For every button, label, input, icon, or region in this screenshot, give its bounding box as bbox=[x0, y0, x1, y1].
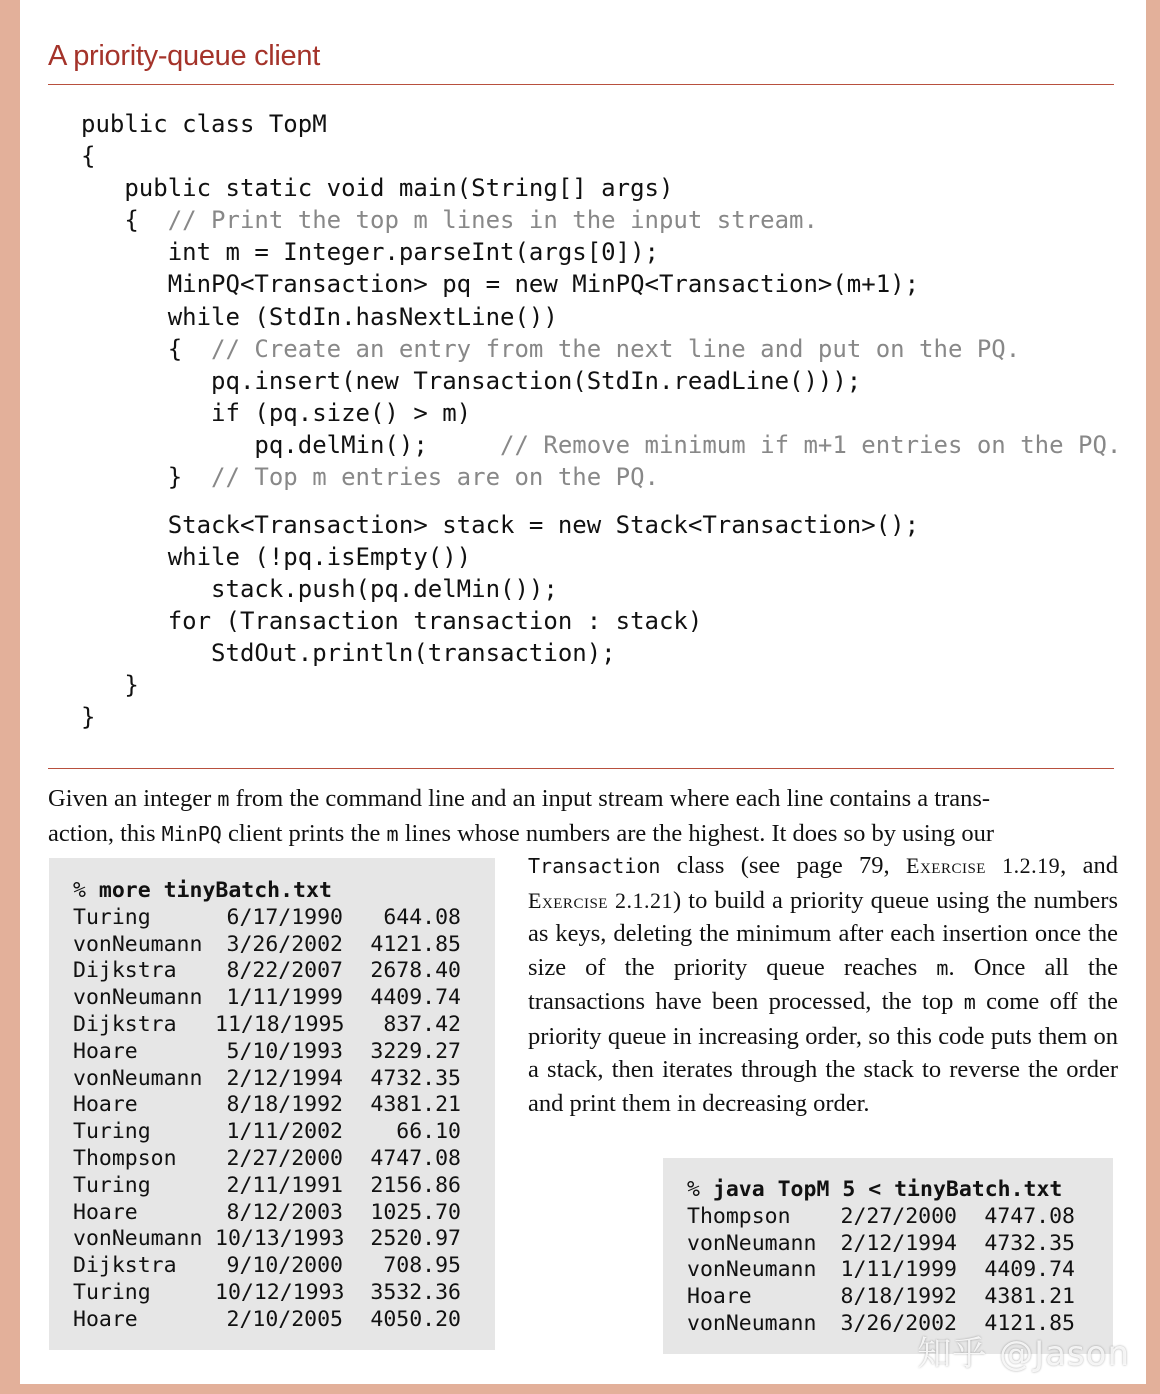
input-row bbox=[73, 1200, 461, 1227]
input-row bbox=[73, 1119, 461, 1146]
amount-cell: 837.42 bbox=[383, 1011, 461, 1037]
input-row bbox=[73, 1173, 461, 1200]
amount-cell: 4732.35 bbox=[370, 1065, 461, 1091]
date-cell: 11/18/1995 bbox=[215, 1011, 345, 1037]
amount-cell: 4409.74 bbox=[984, 1257, 1075, 1283]
amount-cell: 708.95 bbox=[383, 1253, 461, 1279]
date-cell: 2/27/2000 bbox=[840, 1203, 957, 1229]
code-line bbox=[81, 236, 1121, 268]
name-cell: vonNeumann bbox=[73, 1065, 203, 1091]
input-row bbox=[73, 932, 461, 959]
section-title: A priority-queue client bbox=[48, 40, 320, 72]
input-row bbox=[73, 1146, 461, 1173]
code-line bbox=[81, 541, 1121, 573]
amount-cell: 66.10 bbox=[396, 1119, 461, 1145]
name-cell: Thompson bbox=[73, 1145, 177, 1171]
code-text: stack.push(pq.delMin()); bbox=[81, 574, 558, 603]
date-cell: 8/22/2007 bbox=[226, 958, 343, 984]
date-cell: 2/11/1991 bbox=[226, 1172, 343, 1198]
input-row bbox=[73, 1092, 461, 1119]
code-text: Stack<Transaction> stack = new Stack<Transaction>(); bbox=[81, 510, 920, 539]
code-line bbox=[81, 669, 1121, 701]
input-row bbox=[73, 1066, 461, 1093]
name-cell: vonNeumann bbox=[73, 985, 203, 1011]
output-row bbox=[687, 1284, 1075, 1311]
input-row bbox=[73, 958, 461, 985]
code-text: } bbox=[81, 671, 139, 700]
code-text: { bbox=[81, 206, 168, 235]
description-paragraph: Transaction class (see page 79, Exercise 1.2.19, and Exercise 2.1.21) to build a priority queue using the numbers as keys, deleting the minimum after each insertion once the size of the priority queue reaches m. Once all the transactions have been processed, the top m come off the priority queue in increasing order, so this code puts them on a stack, then iterates through the stack to reverse the order and print them in decreasing order. bbox=[528, 852, 1118, 1117]
name-cell: Dijkstra bbox=[73, 1011, 177, 1037]
amount-cell: 3229.27 bbox=[370, 1038, 461, 1064]
code-text: if (pq.size() > m) bbox=[81, 398, 472, 427]
date-cell: 2/12/1994 bbox=[226, 1065, 343, 1091]
page bbox=[20, 0, 1146, 1384]
code-text: StdOut.println(transaction); bbox=[81, 639, 616, 667]
date-cell: 2/10/2005 bbox=[226, 1306, 343, 1332]
amount-cell: 4747.08 bbox=[370, 1145, 461, 1171]
code-text: pq.delMin(); bbox=[81, 430, 501, 459]
name-cell: vonNeumann bbox=[687, 1310, 817, 1336]
amount-cell: 1025.70 bbox=[370, 1199, 461, 1225]
description-line-1: Given an integer m from the command line and an input stream where each line contains a trans- bbox=[48, 785, 991, 812]
name-cell: Turing bbox=[73, 904, 151, 930]
amount-cell: 2678.40 bbox=[370, 958, 461, 984]
code-line bbox=[81, 301, 1121, 333]
code-line bbox=[81, 333, 1121, 365]
input-row bbox=[73, 1039, 461, 1066]
input-row bbox=[73, 905, 461, 932]
code-line bbox=[81, 108, 1121, 140]
code-comment: // Create an entry from the next line and put on the PQ. bbox=[211, 334, 1021, 363]
code-line bbox=[81, 204, 1121, 236]
output-box bbox=[663, 1158, 1113, 1354]
name-cell: Hoare bbox=[73, 1092, 138, 1118]
amount-cell: 4409.74 bbox=[370, 985, 461, 1011]
output-listing bbox=[687, 1177, 1075, 1338]
code-text: pq.insert(new Transaction(StdIn.readLine())); bbox=[81, 366, 862, 395]
code-text: int m = Integer.parseInt(args[0]); bbox=[81, 238, 659, 267]
description-line-2: action, this MinPQ client prints the m lines whose numbers are the highest. It does so by using our bbox=[48, 819, 994, 847]
input-row bbox=[73, 1280, 461, 1307]
input-row bbox=[73, 1012, 461, 1039]
amount-cell: 4121.85 bbox=[984, 1310, 1075, 1336]
code-line bbox=[81, 701, 1121, 733]
code-listing bbox=[81, 108, 1121, 733]
code-text: public class TopM bbox=[81, 110, 327, 138]
description-lines bbox=[48, 782, 1120, 851]
date-cell: 6/17/1990 bbox=[226, 904, 343, 930]
name-cell: vonNeumann bbox=[73, 1226, 203, 1252]
code-line bbox=[81, 637, 1121, 669]
date-cell: 1/11/1999 bbox=[840, 1257, 957, 1283]
code-line bbox=[81, 140, 1121, 172]
input-row bbox=[73, 1307, 461, 1334]
date-cell: 5/10/1993 bbox=[226, 1038, 343, 1064]
input-file-box bbox=[49, 858, 495, 1350]
code-comment: // Print the top m lines in the input stream. bbox=[167, 206, 818, 235]
code-text: } bbox=[81, 703, 96, 732]
code-text: public static void main(String[] args) bbox=[81, 174, 674, 203]
code-line bbox=[81, 493, 1121, 509]
code-line bbox=[81, 509, 1121, 541]
code-line bbox=[81, 172, 1121, 204]
amount-cell: 4050.20 bbox=[370, 1306, 461, 1332]
code-line bbox=[81, 397, 1121, 429]
watermark: 知乎 @Jason bbox=[917, 1334, 1130, 1374]
name-cell: Dijkstra bbox=[73, 958, 177, 984]
name-cell: Hoare bbox=[73, 1038, 138, 1064]
code-comment: // Top m entries are on the PQ. bbox=[211, 463, 659, 492]
name-cell: Turing bbox=[73, 1279, 151, 1305]
amount-cell: 2156.86 bbox=[370, 1172, 461, 1198]
code-text: MinPQ<Transaction> pq = new MinPQ<Transaction>(m+1); bbox=[81, 270, 920, 299]
code-line bbox=[81, 365, 1121, 397]
input-file-listing bbox=[73, 878, 461, 1334]
code-text: } bbox=[81, 463, 212, 492]
code-text: { bbox=[81, 334, 212, 363]
code-line bbox=[81, 461, 1121, 493]
code-text: while (StdIn.hasNextLine()) bbox=[81, 302, 558, 331]
date-cell: 1/11/1999 bbox=[226, 985, 343, 1011]
date-cell: 8/18/1992 bbox=[840, 1284, 957, 1310]
input-row bbox=[73, 985, 461, 1012]
date-cell: 1/11/2002 bbox=[226, 1119, 343, 1145]
input-command-line: % more tinyBatch.txt bbox=[73, 878, 332, 903]
output-row bbox=[687, 1257, 1075, 1284]
name-cell: Turing bbox=[73, 1172, 151, 1198]
name-cell: Turing bbox=[73, 1119, 151, 1145]
input-row bbox=[73, 1253, 461, 1280]
name-cell: vonNeumann bbox=[73, 931, 203, 957]
date-cell: 2/27/2000 bbox=[226, 1145, 343, 1171]
name-cell: vonNeumann bbox=[687, 1257, 817, 1283]
name-cell: Thompson bbox=[687, 1203, 791, 1229]
name-cell: Hoare bbox=[73, 1306, 138, 1332]
output-command-line: % java TopM 5 < tinyBatch.txt bbox=[687, 1177, 1063, 1202]
date-cell: 3/26/2002 bbox=[226, 931, 343, 957]
amount-cell: 4381.21 bbox=[984, 1284, 1075, 1310]
name-cell: Hoare bbox=[73, 1199, 138, 1225]
code-line bbox=[81, 268, 1121, 300]
amount-cell: 4732.35 bbox=[984, 1230, 1075, 1256]
amount-cell: 3532.36 bbox=[370, 1279, 461, 1305]
code-line bbox=[81, 605, 1121, 637]
date-cell: 9/10/2000 bbox=[226, 1253, 343, 1279]
date-cell: 8/12/2003 bbox=[226, 1199, 343, 1225]
date-cell: 10/13/1993 bbox=[215, 1226, 345, 1252]
code-line bbox=[81, 429, 1121, 461]
code-text: while (!pq.isEmpty()) bbox=[81, 542, 472, 571]
output-row bbox=[687, 1204, 1075, 1231]
code-text: { bbox=[81, 142, 96, 171]
code-rule bbox=[48, 768, 1114, 769]
amount-cell: 2520.97 bbox=[370, 1226, 461, 1252]
code-comment: // Remove minimum if m+1 entries on the PQ. bbox=[500, 430, 1122, 459]
date-cell: 10/12/1993 bbox=[215, 1279, 345, 1305]
name-cell: Dijkstra bbox=[73, 1253, 177, 1279]
date-cell: 2/12/1994 bbox=[840, 1230, 957, 1256]
amount-cell: 4747.08 bbox=[984, 1203, 1075, 1229]
amount-cell: 4121.85 bbox=[370, 931, 461, 957]
name-cell: Hoare bbox=[687, 1284, 752, 1310]
input-row bbox=[73, 1226, 461, 1253]
amount-cell: 644.08 bbox=[383, 904, 461, 930]
date-cell: 3/26/2002 bbox=[840, 1310, 957, 1336]
code-text: for (Transaction transaction : stack) bbox=[81, 606, 703, 635]
date-cell: 8/18/1992 bbox=[226, 1092, 343, 1118]
output-row bbox=[687, 1231, 1075, 1258]
title-rule bbox=[48, 84, 1114, 85]
name-cell: vonNeumann bbox=[687, 1230, 817, 1256]
code-line bbox=[81, 573, 1121, 605]
amount-cell: 4381.21 bbox=[370, 1092, 461, 1118]
